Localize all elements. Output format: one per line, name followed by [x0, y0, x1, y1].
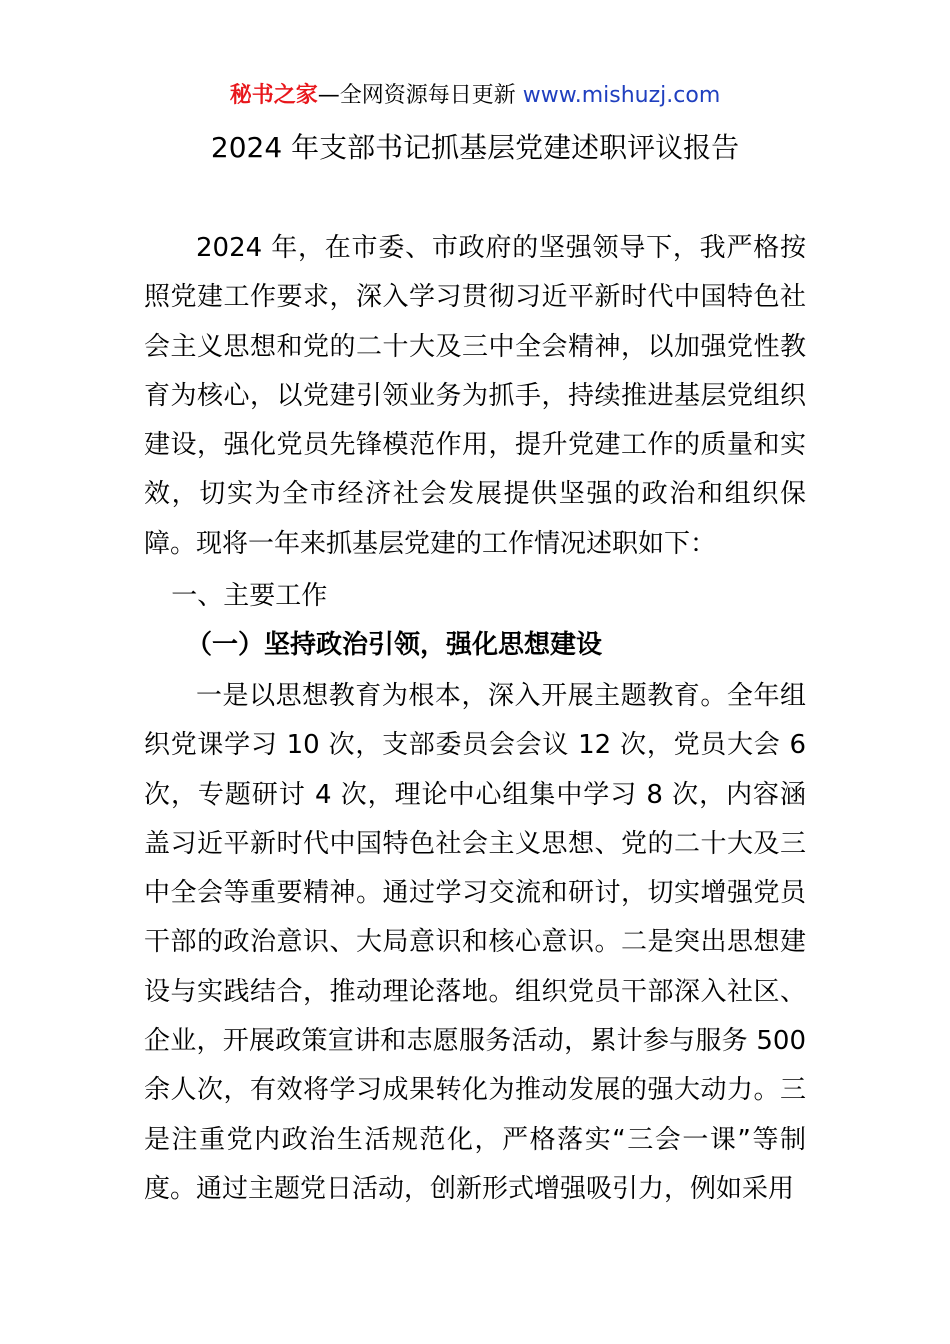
body-paragraph: 一是以思想教育为根本，深入开展主题教育。全年组织党课学习 10 次，支部委员会会议 12 次，党员大会 6 次，专题研讨 4 次，理论中心组集中学习 8 次，内容涵盖习近平新时代中国特色社会主义思想、党的二十大及三中全会等重要精神。通过学习交流和研讨，切实增强党员干部的政治意识、大局意识和核心意识。二是突出思想建设与实践结合，推动理论落地。组织党员干部深入社区、企业，开展政策宣讲和志愿服务活动，累计参与服务 500 余人次，有效将学习成果转化为推动发展的强大动力。三是注重党内政治生活规范化，严格落实“三会一课”等制度。通过主题党日活动，创新形式增强吸引力，例如采用 [144, 681, 806, 1204]
subsection-heading-political-guidance [144, 623, 806, 667]
section-heading-main-work: 一、主要工作 [171, 581, 328, 611]
site-tagline: —全网资源每日更新 [317, 83, 523, 108]
document-title: 2024 年支部书记抓基层党建述职评议报告 [210, 131, 740, 164]
subsection-heading-text: （一）坚持政治引领，强化思想建设 [186, 630, 603, 660]
site-watermark-header [0, 80, 950, 112]
intro-paragraph: 2024 年，在市委、市政府的坚强领导下，我严格按照党建工作要求，深入学习贯彻习近平新时代中国特色社会主义思想和党的二十大及三中全会精神，以加强党性教育为核心，以党建引领业务为抓手，持续推进基层党组织建设，强化党员先锋模范作用，提升党建工作的质量和实效，切实为全市经济社会发展提供坚强的政治和组织保障。现将一年来抓基层党建的工作情况述职如下： [144, 233, 806, 559]
site-brand: 秘书之家 [229, 83, 318, 108]
site-url-link[interactable]: www.mishuzj.com [522, 83, 721, 108]
